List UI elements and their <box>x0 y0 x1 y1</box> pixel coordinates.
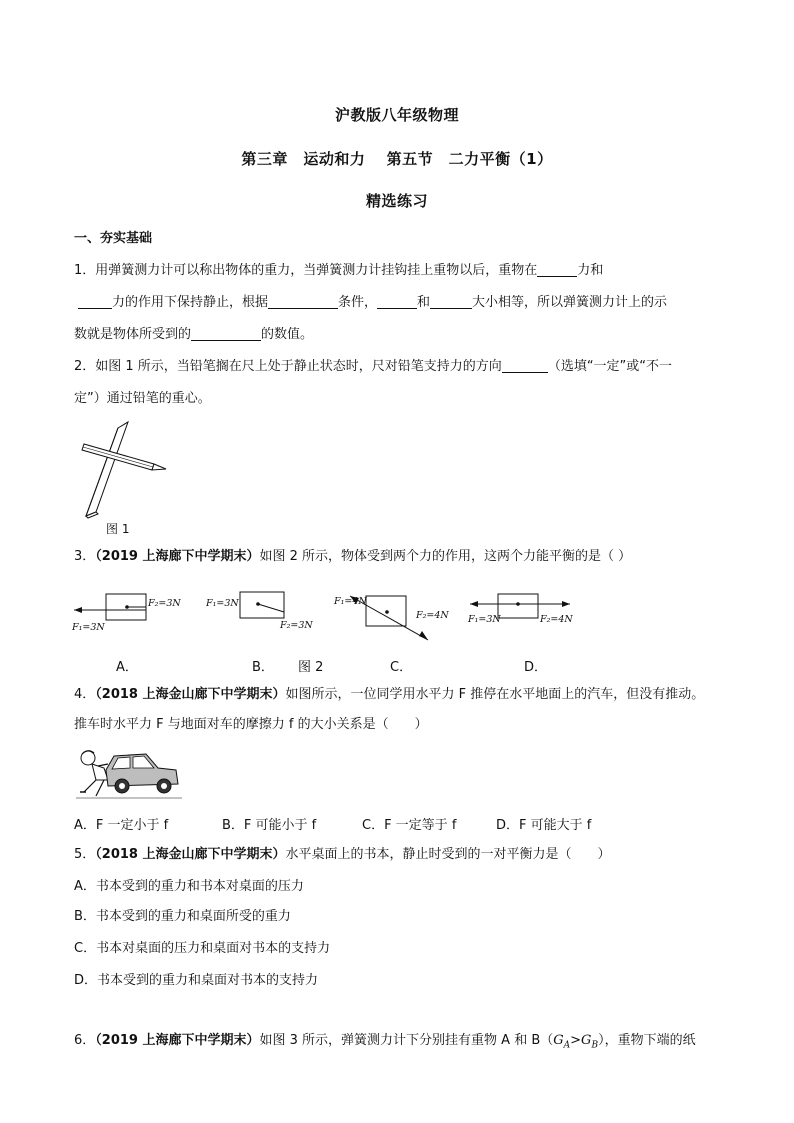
q2-text-b: （选填“一定”或“不一 <box>547 359 673 374</box>
answer-blank[interactable] <box>430 294 472 309</box>
option-label-c[interactable]: C． <box>390 660 413 675</box>
q5-option-b[interactable]: B．书本受到的重力和桌面所受的重力 <box>74 909 291 924</box>
q4-option-d[interactable]: D．F 可能大于 f <box>496 818 592 833</box>
question-2-line-1 <box>74 358 672 376</box>
question-1-line-2 <box>78 294 667 312</box>
figure-1-pencil-on-ruler <box>74 420 184 520</box>
force-label: F₁=4N <box>334 596 367 607</box>
page-subtitle: 精选练习 <box>365 192 428 210</box>
q5-number: 5． <box>74 847 96 862</box>
figure-1-caption: 图 1 <box>106 522 130 536</box>
q6-greater-than: > <box>570 1033 582 1048</box>
q6-number: 6． <box>74 1033 96 1048</box>
chapter-title: 第三章 运动和力 第五节 二力平衡（1） <box>241 150 553 168</box>
q4-text: 如图所示，一位同学用水平力 F 推停在水平地面上的汽车，但没有推动。 <box>285 687 705 702</box>
question-3-line <box>74 548 631 566</box>
answer-blank[interactable] <box>377 294 417 309</box>
figure-push-car <box>74 740 184 804</box>
q4-source: （2018 上海金山廊下中学期末） <box>95 687 286 702</box>
force-label: F₂=4N <box>540 614 573 625</box>
answer-blank[interactable] <box>268 294 338 309</box>
force-label: F₂=3N <box>280 620 313 631</box>
q5-source: （2018 上海金山廊下中学期末） <box>95 847 286 862</box>
force-label: F₂=3N <box>148 598 181 609</box>
q4-option-c[interactable]: C．F 一定等于 f <box>362 818 457 833</box>
q6-text-b: ），重物下端的纸 <box>598 1033 696 1048</box>
q3-text: 如图 2 所示，物体受到两个力的作用，这两个力能平衡的是（ ） <box>259 549 632 564</box>
q1-text-h: 的数值。 <box>261 327 314 342</box>
q1-text-c: 力的作用下保持静止，根据 <box>112 295 269 310</box>
figure-2-option-d <box>466 586 586 634</box>
q6-text-a: 如图 3 所示，弹簧测力计下分别挂有重物 A 和 B（ <box>259 1033 554 1048</box>
q4-option-a[interactable]: A．F 一定小于 f <box>74 818 169 833</box>
q6-source: （2019 上海廊下中学期末） <box>95 1033 260 1048</box>
q4-option-b[interactable]: B．F 可能小于 f <box>222 818 317 833</box>
question-1-line-3 <box>74 326 313 344</box>
figure-2-caption: 图 2 <box>298 660 324 675</box>
q5-option-c[interactable]: C．书本对桌面的压力和桌面对书本的支持力 <box>74 941 331 956</box>
q1-text-e: 和 <box>417 295 431 310</box>
section-heading: 一、夯实基础 <box>74 231 153 246</box>
question-1-line-1 <box>74 262 603 280</box>
page-title: 沪教版八年级物理 <box>334 106 459 124</box>
force-label: F₂=4N <box>416 610 449 621</box>
figure-2-option-a <box>70 586 190 634</box>
question-4-line-2: 推车时水平力 F 与地面对车的摩擦力 f 的大小关系是（ ） <box>74 717 428 732</box>
force-label: F₁=3N <box>468 614 501 625</box>
q4-number: 4． <box>74 687 96 702</box>
q5-text: 水平桌面上的书本，静止时受到的一对平衡力是（ ） <box>285 847 611 862</box>
question-6-line <box>74 1032 696 1055</box>
question-4-line-1 <box>74 686 704 704</box>
q6-weight-b: G <box>581 1033 592 1048</box>
figure-2-option-b <box>206 586 326 634</box>
q6-weight-b-sub: B <box>591 1040 599 1051</box>
answer-blank[interactable] <box>191 326 261 341</box>
force-label: F₁=3N <box>72 622 105 633</box>
question-5-line <box>74 846 611 864</box>
q1-text-f: 大小相等，所以弹簧测力计上的示 <box>472 295 668 310</box>
question-2-line-2: 定”）通过铅笔的重心。 <box>74 391 211 406</box>
q5-option-d[interactable]: D．书本受到的重力和桌面对书本的支持力 <box>74 973 319 988</box>
option-label-b[interactable]: B． <box>252 660 274 675</box>
q6-weight-a: G <box>553 1033 564 1048</box>
q1-text-d: 条件， <box>338 295 378 310</box>
q3-number: 3． <box>74 549 96 564</box>
answer-blank[interactable] <box>537 262 577 277</box>
option-label-a[interactable]: A． <box>116 660 138 675</box>
q1-text-a: 1．用弹簧测力计可以称出物体的重力，当弹簧测力计挂钩挂上重物以后，重物在 <box>74 263 538 278</box>
answer-blank[interactable] <box>78 294 112 309</box>
q5-option-a[interactable]: A．书本受到的重力和书本对桌面的压力 <box>74 879 304 894</box>
answer-blank[interactable] <box>502 358 548 373</box>
figure-2-option-c <box>330 586 460 644</box>
q2-text-a: 2．如图 1 所示，当铅笔搁在尺上处于静止状态时，尺对铅笔支持力的方向 <box>74 359 502 374</box>
q3-source: （2019 上海廊下中学期末） <box>95 549 260 564</box>
q1-text-g: 数就是物体所受到的 <box>74 327 192 342</box>
q6-weight-a-sub: A <box>563 1040 571 1051</box>
q1-text-b: 力和 <box>577 263 604 278</box>
option-label-d[interactable]: D． <box>524 660 548 675</box>
force-label: F₁=3N <box>206 598 239 609</box>
